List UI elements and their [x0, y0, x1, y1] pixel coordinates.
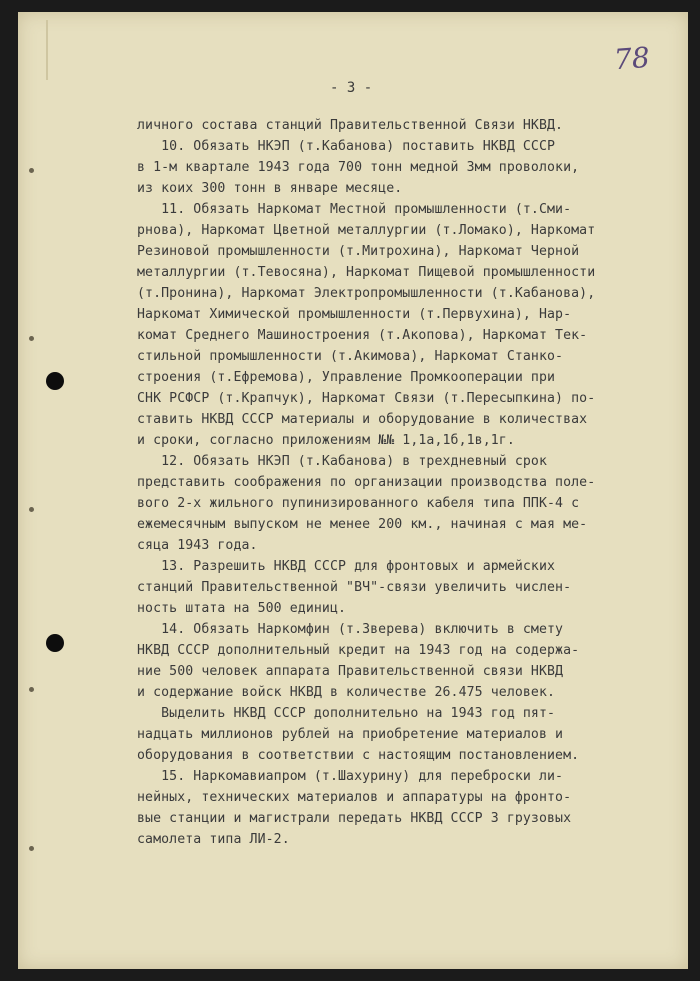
text-line: ежемесячным выпуском не менее 200 км., начиная с мая ме- — [137, 517, 588, 532]
text-line: НКВД СССР дополнительный кредит на 1943 год на содержа- — [137, 643, 580, 658]
text-line: 13. Разрешить НКВД СССР для фронтовых и армейских — [137, 559, 556, 574]
text-line: представить соображения по организации производства поле- — [137, 475, 596, 490]
text-line: в 1-м квартале 1943 года 700 тонн медной 3мм проволоки, — [137, 160, 580, 175]
text-line: вого 2-х жильного пупинизированного кабеля типа ППК-4 с — [137, 496, 580, 511]
punch-hole-lower — [46, 634, 64, 652]
text-line: 10. Обязать НКЭП (т.Кабанова) поставить НКВД СССР — [137, 139, 556, 154]
text-line: 14. Обязать Наркомфин (т.Зверева) включить в смету — [137, 622, 564, 637]
text-line: нейных, технических материалов и аппаратуры на фронто- — [137, 790, 572, 805]
text-line: ность штата на 500 единиц. — [137, 601, 347, 616]
text-line: 12. Обязать НКЭП (т.Кабанова) в трехдневный срок — [137, 454, 548, 469]
text-line: сяца 1943 года. — [137, 538, 258, 553]
text-line: (т.Пронина), Наркомат Электропромышленности (т.Кабанова), — [137, 286, 596, 301]
text-line: и содержание войск НКВД в количестве 26.475 человек. — [137, 685, 556, 700]
punch-hole-upper — [46, 372, 64, 390]
margin-dot — [29, 507, 34, 512]
page-index: - 3 - — [330, 80, 373, 96]
margin-dot — [29, 168, 34, 173]
text-line: комат Среднего Машиностроения (т.Акопова), Наркомат Тек- — [137, 328, 588, 343]
text-line: 11. Обязать Наркомат Местной промышленности (т.Сми- — [137, 202, 572, 217]
text-line: металлургии (т.Тевосяна), Наркомат Пищевой промышленности — [137, 265, 596, 280]
text-line: оборудования в соответствии с настоящим постановлением. — [137, 748, 580, 763]
margin-dot — [29, 336, 34, 341]
text-line: из коих 300 тонн в январе месяце. — [137, 181, 403, 196]
text-line: СНК РСФСР (т.Крапчук), Наркомат Связи (т.Пересыпкина) по- — [137, 391, 596, 406]
text-line: ставить НКВД СССР материалы и оборудование в количествах — [137, 412, 588, 427]
text-line: 15. Наркомавиапром (т.Шахурину) для переброски ли- — [137, 769, 564, 784]
text-line: самолета типа ЛИ-2. — [137, 832, 290, 847]
handwritten-page-number: 78 — [612, 40, 651, 77]
text-line: Наркомат Химической промышленности (т.Первухина), Нар- — [137, 307, 572, 322]
text-line: станций Правительственной "ВЧ"-связи увеличить числен- — [137, 580, 572, 595]
text-line: Резиновой промышленности (т.Митрохина), Наркомат Черной — [137, 244, 580, 259]
paper-fold-mark — [46, 20, 48, 80]
text-line: личного состава станций Правительственной Связи НКВД. — [137, 118, 564, 133]
text-line: стильной промышленности (т.Акимова), Наркомат Станко- — [137, 349, 564, 364]
text-line: строения (т.Ефремова), Управление Промкооперации при — [137, 370, 556, 385]
text-line: ние 500 человек аппарата Правительственной связи НКВД — [137, 664, 564, 679]
text-line: и сроки, согласно приложениям №№ 1,1а,1б,1в,1г. — [137, 433, 515, 448]
text-line: вые станции и магистрали передать НКВД СССР 3 грузовых — [137, 811, 572, 826]
margin-dot — [29, 846, 34, 851]
margin-dot — [29, 687, 34, 692]
text-line: Выделить НКВД СССР дополнительно на 1943 год пят- — [137, 706, 556, 721]
text-line: рнова), Наркомат Цветной металлургии (т.Ломако), Наркомат — [137, 223, 596, 238]
text-line: надцать миллионов рублей на приобретение материалов и — [137, 727, 564, 742]
